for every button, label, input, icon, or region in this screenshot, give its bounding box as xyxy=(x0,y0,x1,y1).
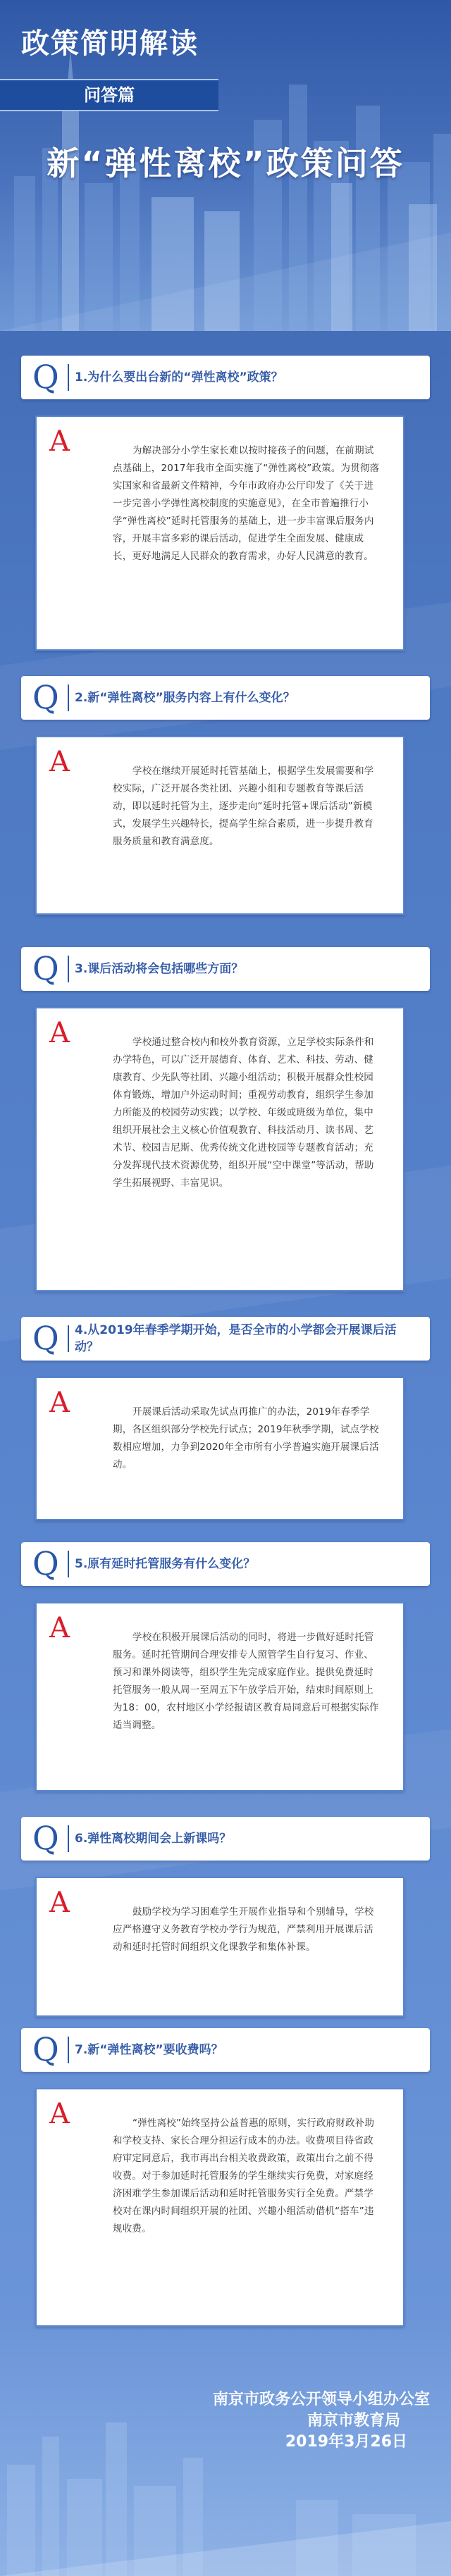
answer-box xyxy=(35,736,404,915)
question-bar xyxy=(21,2028,430,2072)
answer-box xyxy=(35,2088,404,2327)
main-title: 新“弹性离校”政策问答 xyxy=(47,144,404,182)
qa-block-2 xyxy=(21,676,430,915)
question-letter: Q xyxy=(32,1819,59,1857)
question-text: 3.课后活动将会包括哪些方面？ xyxy=(75,962,244,976)
answer-letter: A xyxy=(49,1387,70,1419)
qa-block-7 xyxy=(21,2028,430,2324)
answer-box xyxy=(35,1877,404,2017)
answer-box xyxy=(35,1007,404,1292)
subtitle-banner xyxy=(0,79,218,111)
answer-letter: A xyxy=(49,746,70,778)
question-bar xyxy=(21,676,430,720)
qa-block-5 xyxy=(21,1542,430,1792)
qa-block-4 xyxy=(21,1317,430,1528)
answer-text: 学校在继续开展延时托管基础上，根据学生发展需要和学校实际，广泛开展各类社团、兴趣小组和专题教育等课后活动，即以延时托管为主，逐步走向“延时托管+课后活动”新模式，发展学生兴趣特长，提高学生综合素质，进一步提升教育服务质量和教育满意度。 xyxy=(113,765,374,847)
subtitle-text: 问答篇 xyxy=(84,85,135,105)
question-bar xyxy=(21,1317,430,1361)
page-top-title: 政策简明解读 xyxy=(21,27,199,60)
question-letter: Q xyxy=(32,1319,59,1357)
answer-box xyxy=(35,415,404,651)
question-bar xyxy=(21,1817,430,1861)
answer-letter: A xyxy=(49,1887,70,1919)
question-bar xyxy=(21,1542,430,1586)
question-letter: Q xyxy=(32,2030,59,2068)
footer xyxy=(0,2380,451,2576)
question-letter: Q xyxy=(32,949,59,987)
answer-box xyxy=(35,1602,404,1792)
qa-block-1 xyxy=(21,356,430,651)
question-letter: Q xyxy=(32,1544,59,1582)
question-text: 7.新“弹性离校”要收费吗？ xyxy=(75,2043,223,2057)
answer-text: 鼓励学校为学习困难学生开展作业指导和个别辅导，学校应严格遵守义务教育学校办学行为规范，严禁利用开展课后活动和延时托管时间组织文化课教学和集体补课。 xyxy=(113,1906,374,1953)
answer-text: “弹性离校”始终坚持公益普惠的原则，实行政府财政补助和学校支持、家长合理分担运行成本的办法。收费项目待省政府审定同意后，我市再出台相关收费政策，政策出台之前不得收费。对于参加延时托管服务的学生继续实行免费，对家庭经济困难学生参加课后活动和延时托管服务实行全免费。严禁学校对在课内时间组织开展的社团、兴趣小组活动借机“搭车”违规收费。 xyxy=(113,2118,375,2234)
question-text: 5.原有延时托管服务有什么变化？ xyxy=(75,1557,256,1571)
answer-text: 开展课后活动采取先试点再推广的办法，2019年春季学期，各区组织部分学校先行试点；2019年秋季学期，试点学校数相应增加，力争到2020年全市所有小学普遍实施开展课后活动。 xyxy=(113,1406,379,1470)
answer-text: 学校在积极开展课后活动的同时，将进一步做好延时托管服务。延时托管期间合理安排专人照管学生自行复习、作业、预习和课外阅读等，组织学生先完成家庭作业。提供免费延时托管服务一般从周一至周五下午放学后开始，结束时间原则上为18：00，农村地区小学经报请区教育局同意后可根据实际作适当调整。 xyxy=(113,1632,379,1731)
question-bar xyxy=(21,356,430,399)
header-banner xyxy=(0,0,451,331)
question-text: 2.新“弹性离校”服务内容上有什么变化？ xyxy=(75,691,295,705)
question-text: 1.为什么要出台新的“弹性离校”政策？ xyxy=(75,370,283,384)
answer-text: 为解决部分小学生家长难以按时接孩子的问题，在前期试点基础上，2017年我市全面实施了“弹性离校”政策。为贯彻落实国家和省最新文件精神，今年市政府办公厅印发了《关于进一步完善小学弹性离校制度的实施意见》，在全市普遍推行小学“弹性离校”延时托管服务的基础上，进一步丰富课后服务内容，开展丰富多彩的课后活动，促进学生全面发展、健康成长，更好地满足人民群众的教育需求，办好人民满意的教育。 xyxy=(113,445,380,562)
answer-box xyxy=(35,1377,404,1520)
qa-block-3 xyxy=(21,947,430,1289)
question-letter: Q xyxy=(32,358,59,396)
answer-letter: A xyxy=(49,2098,70,2130)
answer-letter: A xyxy=(49,1612,70,1644)
footer-office: 南京市政务公开领导小组办公室 xyxy=(212,2391,430,2408)
footer-bureau: 南京市教育局 xyxy=(307,2412,400,2430)
answer-letter: A xyxy=(49,1017,70,1049)
answer-text: 学校通过整合校内和校外教育资源，立足学校实际条件和办学特色，可以广泛开展德育、体育、艺术、科技、劳动、健康教育、少先队等社团、兴趣小组活动；积极开展群众性校园体育锻炼，增加户外运动时间；重视劳动教育，组织学生参加力所能及的校园劳动实践；以学校、年级或班级为单位，集中组织开展社会主义核心价值观教育、科技活动月、读书周、艺术节、校园吉尼斯、优秀传统文化进校园等专题教育活动；充分发挥现代技术资源优势，组织开展“空中课堂”等活动，帮助学生拓展视野、丰富见识。 xyxy=(113,1037,374,1189)
qa-block-6 xyxy=(21,1817,430,2021)
question-text: 6.弹性离校期间会上新课吗？ xyxy=(75,1832,232,1846)
question-bar xyxy=(21,947,430,991)
footer-date: 2019年3月26日 xyxy=(285,2433,407,2451)
question-text: 4.从2019年春季学期开始，是否全市的小学都会开展课后活动？ xyxy=(75,1323,397,1354)
question-letter: Q xyxy=(32,678,59,716)
answer-letter: A xyxy=(49,425,70,458)
